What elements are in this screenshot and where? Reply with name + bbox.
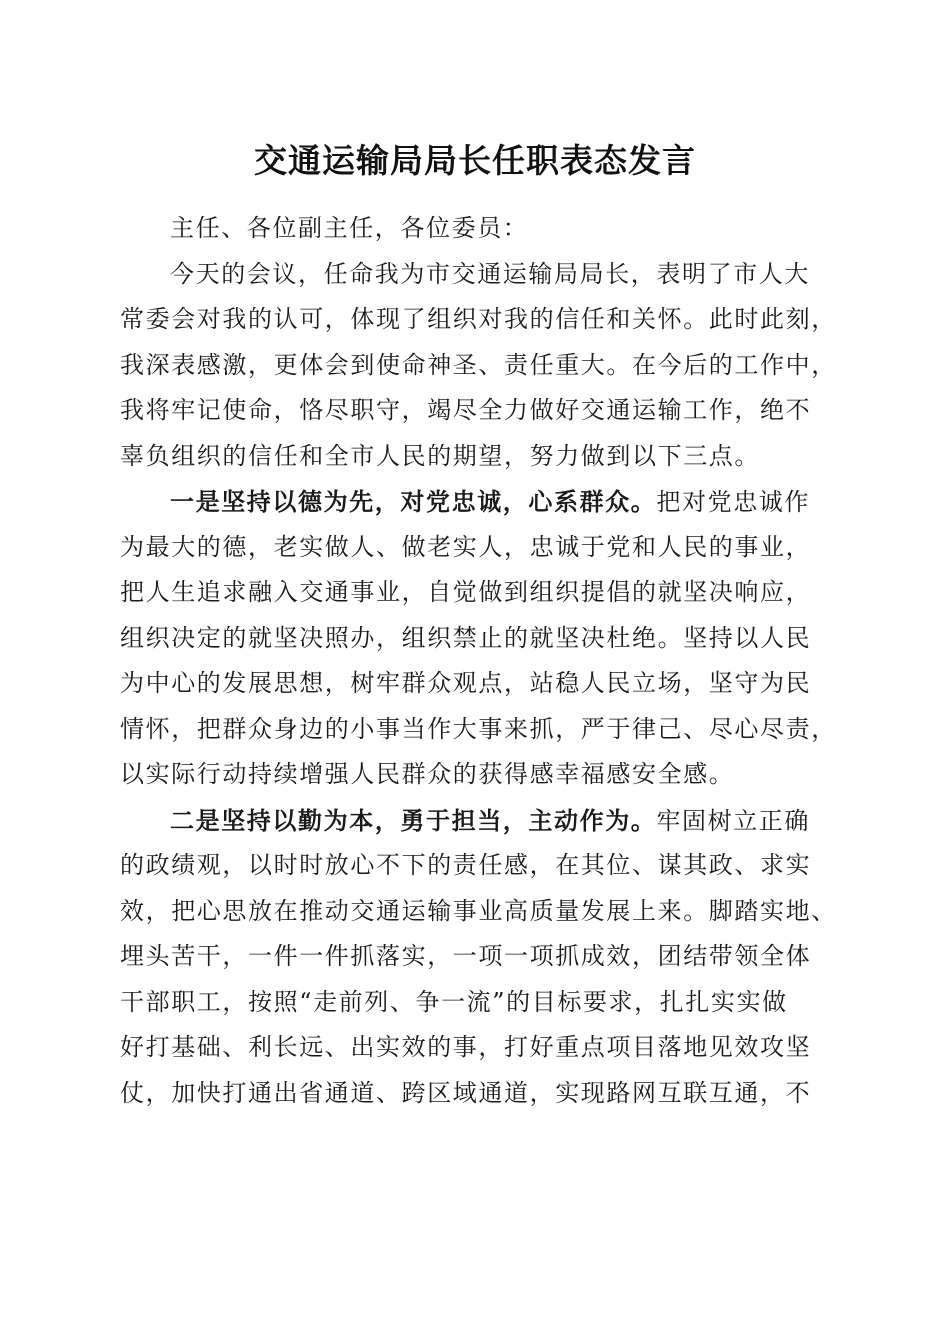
paragraph-2-line-6: 情怀，把群众身边的小事当作大事来抓，严于律己、尽心尽责， bbox=[120, 714, 837, 743]
paragraph-2-line-5: 为中心的发展思想，树牢群众观点，站稳人民立场，坚守为民 bbox=[120, 669, 812, 697]
paragraph-1-line-1: 今天的会议，任命我为市交通运输局局长，表明了市人大 bbox=[170, 259, 810, 288]
paragraph-1-line-4: 我将牢记使命，恪尽职守，竭尽全力做好交通运输工作，绝不 bbox=[120, 396, 812, 424]
paragraph-3-lead: 二是坚持以勤为本，勇于担当，主动作为。 bbox=[170, 805, 657, 835]
paragraph-2-lead: 一是坚持以德为先，对党忠诚，心系群众。 bbox=[170, 487, 657, 516]
paragraph-1-line-5: 辜负组织的信任和全市人民的期望，努力做到以下三点。 bbox=[120, 441, 760, 470]
paragraph-1-line-2: 常委会对我的认可，体现了组织对我的信任和关怀。此时此刻， bbox=[120, 305, 837, 333]
paragraph-2-line-3: 把人生追求融入交通事业，自觉做到组织提倡的就坚决响应， bbox=[120, 578, 812, 606]
paragraph-3-line-7: 仗，加快打通出省通道、跨区域通道，实现路网互联互通，不 bbox=[120, 1078, 812, 1107]
paragraph-3-line-2: 的政绩观，以时时放心不下的责任感，在其位、谋其政、求实 bbox=[120, 851, 812, 879]
paragraph-3-line-6: 好打基础、利长远、出实效的事，打好重点项目落地见效攻坚 bbox=[120, 1033, 812, 1061]
paragraph-3-first-rest: 牢固树立正确 bbox=[656, 806, 811, 835]
paragraph-2-line-1 bbox=[120, 479, 832, 525]
paragraph-2-line-7: 以实际行动持续增强人民群众的获得感幸福感安全感。 bbox=[120, 760, 735, 788]
paragraph-3-line-3: 效，把心思放在推动交通运输事业高质量发展上来。脚踏实地、 bbox=[120, 896, 837, 925]
paragraph-2-line-4: 组织决定的就坚决照办，组织禁止的就坚决杜绝。坚持以人民 bbox=[120, 623, 812, 652]
paragraph-3-line-1 bbox=[120, 798, 832, 844]
paragraph-3-line-4: 埋头苦干，一件一件抓落实，一项一项抓成效，团结带领全体 bbox=[120, 942, 812, 970]
salutation: 主任、各位副主任，各位委员： bbox=[170, 214, 529, 242]
paragraph-2-line-2: 为最大的德，老实做人、做老实人，忠诚于党和人民的事业， bbox=[120, 532, 812, 561]
paragraph-1-line-3: 我深表感激，更体会到使命神圣、责任重大。在今后的工作中， bbox=[120, 350, 837, 379]
paragraph-2-first-rest: 把对党忠诚作 bbox=[656, 488, 811, 516]
paragraph-3-line-5: 干部职工，按照“走前列、争一流”的目标要求，扎扎实实做 bbox=[120, 987, 788, 1016]
document-title: 交通运输局局长任职表态发言 bbox=[254, 141, 696, 180]
document-body bbox=[120, 206, 837, 1116]
